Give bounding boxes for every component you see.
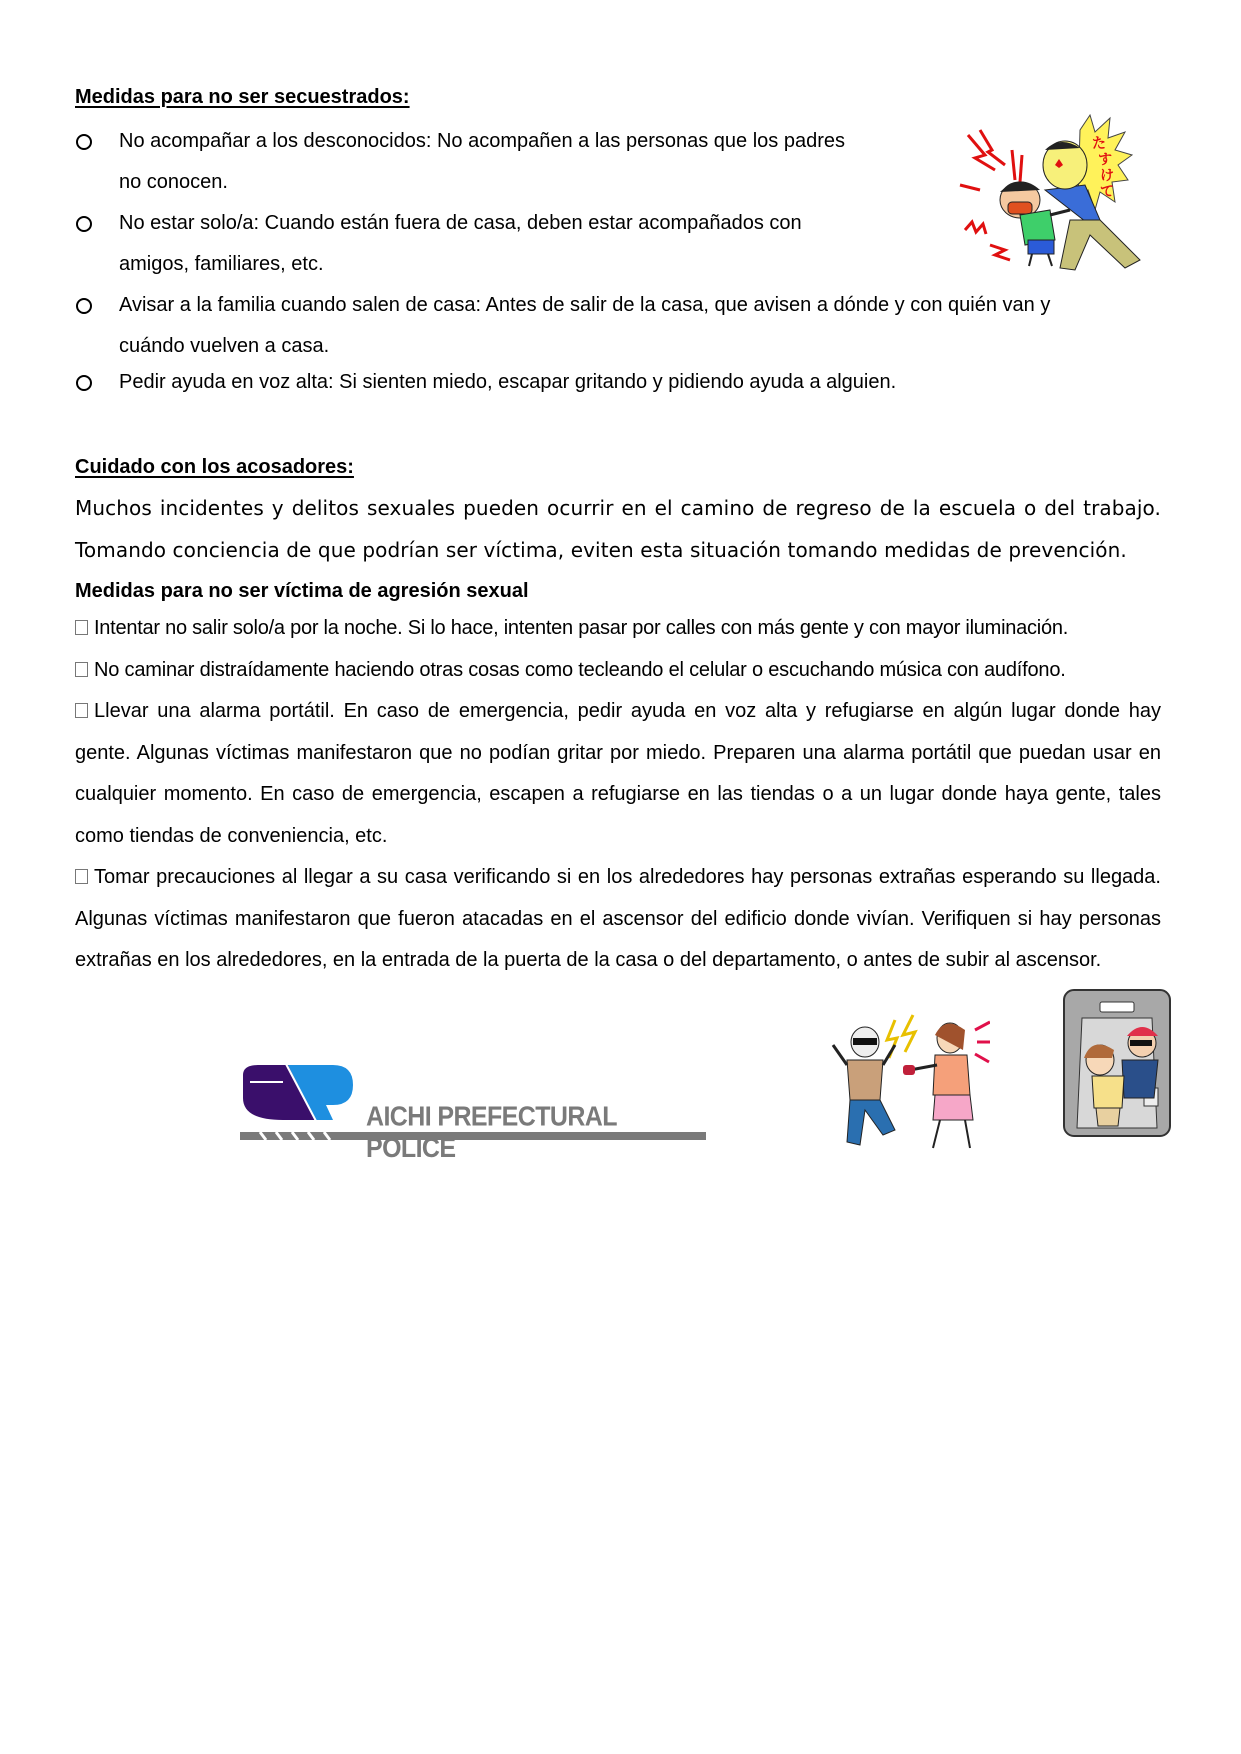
personal-alarm-illustration	[825, 1010, 990, 1150]
prevention-subheading: Medidas para no ser víctima de agresión sexual	[75, 580, 529, 602]
list-item	[75, 857, 1161, 982]
circle-bullet-icon	[76, 375, 92, 391]
list-item-text: Llevar una alarma portátil. En caso de emergencia, pedir ayuda en voz alta y refugiarse en algún lugar donde hay gente. Algunas víctimas manifestaron que no podían gritar por miedo. Preparen una alarma portátil que puedan usar en cualquier momento. En caso de emergencia, escapen a refugiarse en las tiendas o a un lugar donde haya gente, tales como tiendas de conveniencia, etc.	[75, 700, 1161, 847]
jp-char: た	[1092, 136, 1106, 152]
harassers-intro-paragraph: Muchos incidentes y delitos sexuales pueden ocurrir en el camino de regreso de la escuela o del trabajo. Tomando conciencia de que podrían ser víctima, eviten esta situación tomando medidas de prevención.	[75, 496, 1161, 562]
kidnapping-illustration	[950, 110, 1150, 275]
list-item	[75, 691, 1161, 857]
checkbox-glyph-icon	[75, 662, 88, 677]
list-item	[75, 608, 1161, 650]
list-item-text: Avisar a la familia cuando salen de casa: Antes de salir de la casa, que avisen a dónde y con quién van y	[119, 294, 1051, 316]
list-item-text: Pedir ayuda en voz alta: Si sienten miedo, escapar gritando y pidiendo ayuda a alguien.	[119, 371, 897, 393]
list-item-text-cont: no conocen.	[119, 171, 228, 193]
logo-text: AICHI PREFECTURAL POLICE	[366, 1101, 617, 1164]
list-item-text: Tomar precauciones al llegar a su casa verificando si en los alrededores hay personas extrañas esperando su llegada. Algunas víctimas manifestaron que fueron atacadas en el ascensor del edificio donde vivían. Verifiquen si hay personas extrañas en los alrededores, en la entrada de la puerta de la casa o del departamento, o antes de subir al ascensor.	[75, 866, 1161, 971]
circle-bullet-icon	[76, 216, 92, 232]
list-item	[75, 650, 1161, 692]
circle-bullet-icon	[76, 298, 92, 314]
list-item-text: No estar solo/a: Cuando están fuera de casa, deben estar acompañados con	[119, 212, 802, 234]
elevator-illustration	[1062, 988, 1172, 1138]
checkbox-glyph-icon	[75, 620, 88, 635]
checkbox-glyph-icon	[75, 703, 88, 718]
svg-text:て: て	[1100, 184, 1114, 200]
list-item-text: No acompañar a los desconocidos: No acompañen a las personas que los padres	[119, 130, 845, 152]
list-item-text-cont: amigos, familiares, etc.	[119, 253, 324, 275]
circle-bullet-icon	[76, 134, 92, 150]
list-item-text: Intentar no salir solo/a por la noche. Si lo hace, intenten pasar por calles con más gente y con mayor iluminación.	[94, 617, 1069, 639]
section-heading-harassers: Cuidado con los acosadores:	[75, 456, 354, 478]
list-item-text: No caminar distraídamente haciendo otras cosas como tecleando el celular o escuchando música con audífono.	[94, 659, 1066, 681]
list-item-text-cont: cuándo vuelven a casa.	[119, 335, 330, 357]
aichi-police-logo	[238, 1060, 708, 1164]
section-heading-kidnapping: Medidas para no ser secuestrados:	[75, 86, 410, 108]
checkbox-glyph-icon	[75, 869, 88, 884]
svg-text:す: す	[1098, 152, 1112, 168]
svg-text:け: け	[1100, 168, 1114, 184]
